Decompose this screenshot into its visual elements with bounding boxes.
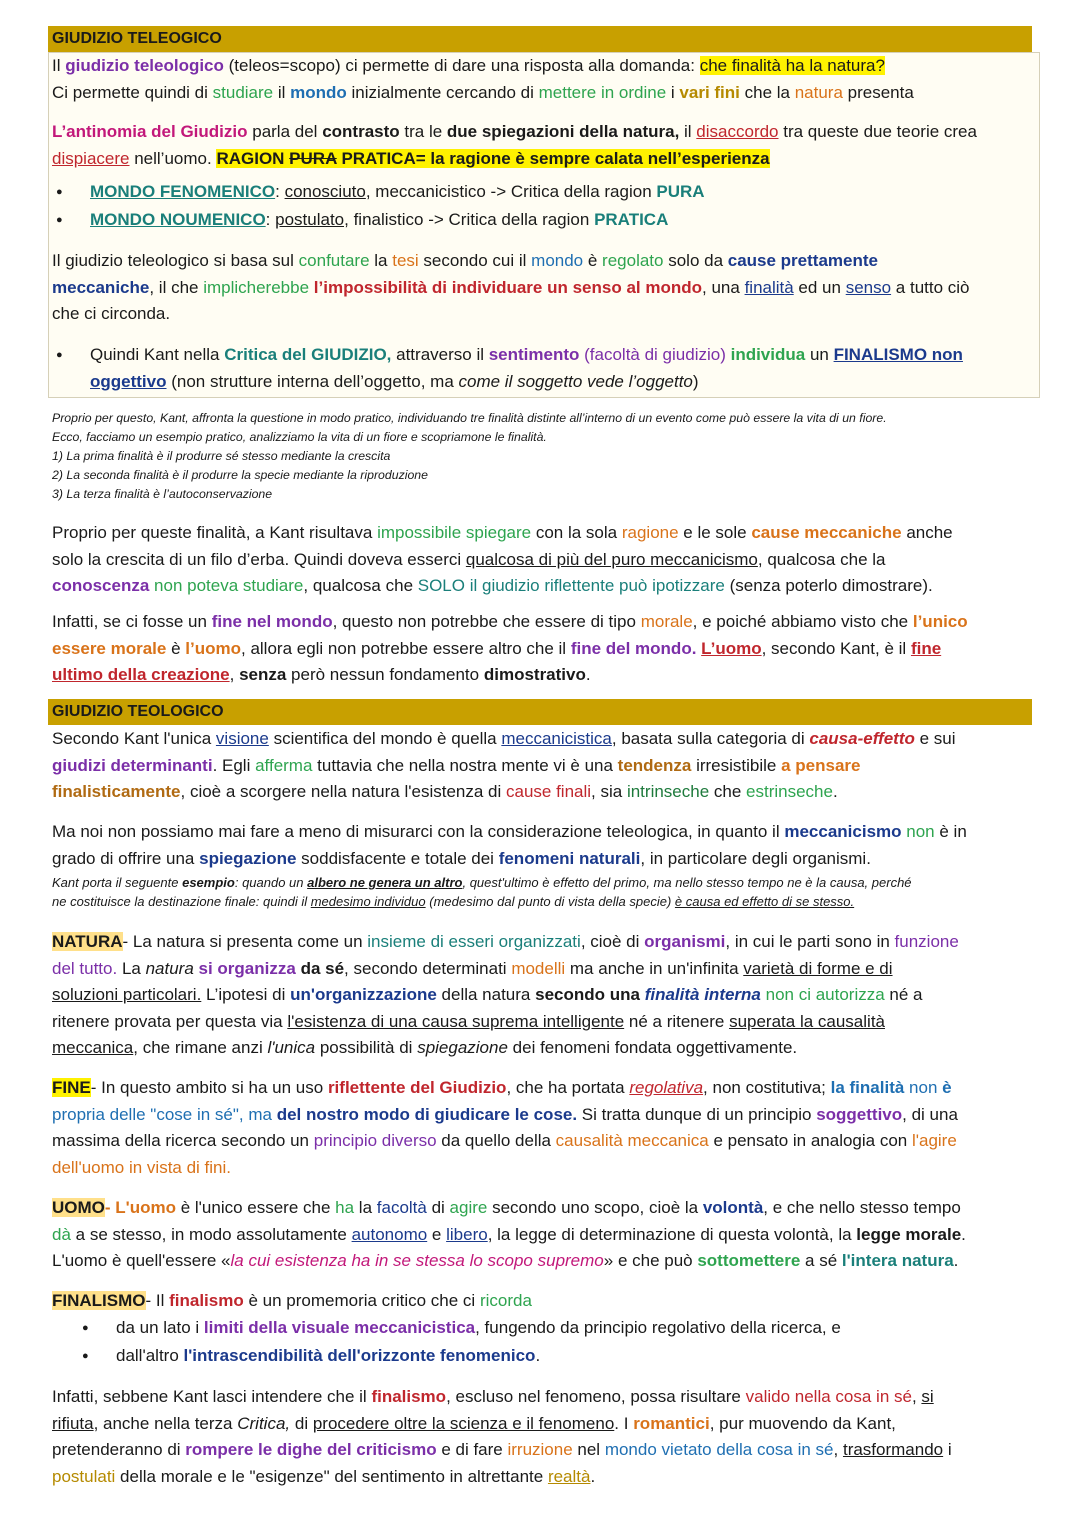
small-note: Proprio per questo, Kant, affronta la questione in modo pratico, individuando tre finalità distinte all’interno di un evento come può essere la vita di un fiore. Ecco, facciamo un esempio pratico, analizziamo la vita di un fiore e scopriamone le finalità. 1) La prima finalità è il produrre sé stesso mediante la crescita 2) La seconda finalità è il produrre la specie mediante la riproduzione 3) La terza finalità è l’autoconservazione [52,411,887,501]
base-paragraph: Il giudizio teleologico si basa sul confutare la tesi secondo cui il mondo è regolato solo da cause prettamente meccaniche, il che implicherebbe l’impossibilità di individuare un senso al mondo, una finalità ed un senso a tutto ciò che ci circonda. [52,251,970,323]
section-header-teleologico: GIUDIZIO TELEOGICO [48,26,1032,52]
teleologico-intro [52,53,1032,106]
section-header-teologico: GIUDIZIO TEOLOGICO [48,699,1032,725]
intro-line-1: Il giudizio teleologico (teleos=scopo) ci permette di dare una risposta alla domanda: che finalità ha la natura? [52,56,885,75]
teologico-p2: Ma noi non possiamo mai fare a meno di misurarci con la considerazione teleologica, in quanto il meccanicismo non è in grado di offrire una spiegazione soddisfacente e totale dei fenomeni naturali, in particolare degli organismi. [52,822,967,868]
intro-line-2: Ci permette quindi di studiare il mondo inizialmente cercando di mettere in ordine i vari fini che la natura presenta [52,82,914,102]
fine-paragraph: FINE- In questo ambito si ha un uso riflettente del Giudizio, che ha portata regolativa, non costitutiva; la finalità non è propria delle "cose in sé", ma del nostro modo di giudicare le cose. Si tratta dunque di un principio soggettivo, di una massima della ricerca secondo un principio diverso da quello della causalità meccanica e pensato in analogia con l'agire dell'uomo in vista di fini. [52,1078,958,1177]
list-item: ● da un lato i limiti della visuale meccanicistica, fungendo da principio regolativo della ricerca, e [116,1315,1026,1342]
kant-list [90,342,1030,395]
esempio-note: Kant porta il seguente esempio: quando un albero ne genera un altro, quest'ultimo è effetto del primo, ma nello stesso tempo ne è la causa, perché ne costituisce la destinazione finale: quindi il medesimo individuo (medesimo dal punto di vista della specie) è causa ed effetto di se stesso. [52,875,912,909]
last-paragraph: Infatti, sebbene Kant lasci intendere che il finalismo, escluso nel fenomeno, possa risultare valido nella cosa in sé, si rifiuta, anche nella terza Critica, di procedere oltre la scienza e il fenomeno. I romantici, pur muovendo da Kant, pretenderanno di rompere le dighe del criticismo e di fare irruzione nel mondo vietato della cosa in sé, trasformando i postulati della morale e le "esigenze" del sentimento in altrettante realtà. [52,1387,952,1486]
uomo-paragraph: UOMO- L'uomo è l'unico essere che ha la facoltà di agire secondo uno scopo, cioè la volontà, e che nello stesso tempo dà a se stesso, in modo assolutamente autonomo e libero, la legge di determinazione di questa volontà, la legge morale. L'uomo è quell'essere «la cui esistenza ha in se stessa lo scopo supremo» e che può sottomettere a sé l'intera natura. [52,1198,966,1270]
finalismo-list [116,1315,1026,1369]
finalita-paragraph: Proprio per queste finalità, a Kant risultava impossibile spiegare con la sola ragione e le sole cause meccaniche anche solo la crescita di un filo d’erba. Quindi doveva esserci qualcosa di più del puro meccanicismo, qualcosa che la conoscenza non poteva studiare, qualcosa che SOLO il giudizio riflettente può ipotizzare (senza poterlo dimostrare). [52,523,953,595]
mondo-list [90,179,1030,233]
list-item: ● Quindi Kant nella Critica del GIUDIZIO, attraverso il sentimento (facoltà di giudizio) individua un FINALISMO non oggettivo (non strutture interna dell’oggetto, ma come il soggetto vede l’oggetto) [90,342,1030,395]
list-item: ● MONDO FENOMENICO: conosciuto, meccanicistico -> Critica della ragion PURA [90,179,1030,206]
finalismo-paragraph: FINALISMO- Il finalismo è un promemoria critico che ci ricorda [52,1291,532,1310]
list-item: ● MONDO NOUMENICO: postulato, finalistico -> Critica della ragion PRATICA [90,207,1030,234]
teologico-p1: Secondo Kant l'unica visione scientifica del mondo è quella meccanicistica, basata sulla categoria di causa-effetto e sui giudizi determinanti. Egli afferma tuttavia che nella nostra mente vi è una tendenza irresistibile a pensare finalisticamente, cioè a scorgere nella natura l'esistenza di cause finali, sia intrinseche che estrinseche. [52,729,956,801]
infatti-paragraph: Infatti, se ci fosse un fine nel mondo, questo non potrebbe che essere di tipo morale, e poiché abbiamo visto che l’unico essere morale è l’uomo, allora egli non potrebbe essere altro che il fine del mondo. L’uomo, secondo Kant, è il fine ultimo della creazione, senza però nessun fondamento dimostrativo. [52,612,968,684]
list-item: ● dall'altro l'intrascendibilità dell'orizzonte fenomenico. [116,1343,1026,1370]
antinomia-paragraph: L’antinomia del Giudizio parla del contrasto tra le due spiegazioni della natura, il disaccordo tra queste due teorie crea dispiacere nell’uomo. RAGION PURA PRATICA= la ragione è sempre calata nell’esperienza [52,122,977,168]
natura-paragraph: NATURA- La natura si presenta come un insieme di esseri organizzati, cioè di organismi, in cui le parti sono in funzione del tutto. La natura si organizza da sé, secondo determinati modelli ma anche in un'infinita varietà di forme e di soluzioni particolari. L’ipotesi di un'organizzazione della natura secondo una finalità interna non ci autorizza né a ritenere provata per questa via l'esistenza di una causa suprema intelligente né a ritenere superata la causalità meccanica, che rimane anzi l'unica possibilità di spiegazione dei fenomeni fondata oggettivamente. [52,932,959,1057]
